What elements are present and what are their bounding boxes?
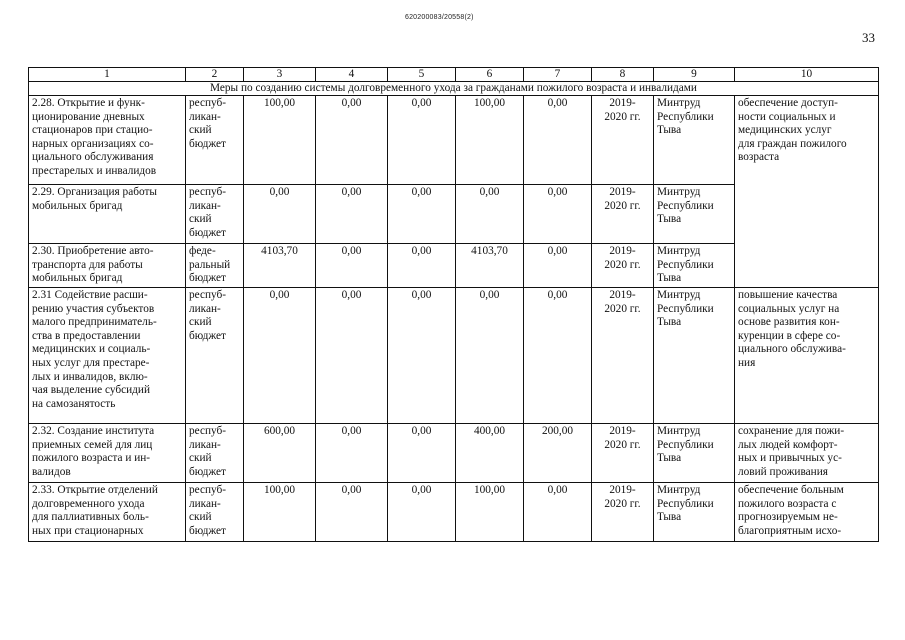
column-number: 5 (388, 68, 456, 82)
amount-col4: 0,00 (316, 483, 388, 542)
section-row (29, 82, 879, 96)
document-id: 620200083/20558(2) (405, 14, 474, 21)
column-number: 2 (186, 68, 244, 82)
amount-col7: 0,00 (524, 244, 592, 288)
amount-col4: 0,00 (316, 424, 388, 483)
amount-col7: 0,00 (524, 483, 592, 542)
amount-total: 100,00 (244, 483, 316, 542)
amount-col6: 0,00 (456, 288, 524, 424)
amount-col4: 0,00 (316, 244, 388, 288)
table-row (29, 424, 879, 483)
executor: Минтруд Республики Тыва (654, 185, 735, 244)
period: 2019- 2020 гг. (592, 244, 654, 288)
measure-name: 2.31 Содействие расши- рению участия субъектов малого предприниматель- ства в предоставлении медицинских и социаль- ных услуг для престаре- лых и инвалидов, вклю- чая выделение субсидий на самозанятость (29, 288, 186, 424)
amount-col6: 0,00 (456, 185, 524, 244)
period: 2019- 2020 гг. (592, 288, 654, 424)
column-number: 8 (592, 68, 654, 82)
amount-col6: 400,00 (456, 424, 524, 483)
executor: Минтруд Республики Тыва (654, 244, 735, 288)
column-number: 9 (654, 68, 735, 82)
column-number: 3 (244, 68, 316, 82)
amount-col7: 0,00 (524, 288, 592, 424)
amount-col4: 0,00 (316, 96, 388, 185)
measure-name: 2.33. Открытие отделений долговременного ухода для паллиативных боль- ных при стационарных (29, 483, 186, 542)
column-number-row (29, 68, 879, 82)
measure-name: 2.28. Открытие и функ- ционирование дневных стационаров при стацио- нарных организациях со- циального обслуживания престарелых и инвалидов (29, 96, 186, 185)
table-row (29, 483, 879, 542)
expected-result: сохранение для пожи- лых людей комфорт- ных и привычных ус- ловий проживания (735, 424, 879, 483)
funding-source: респуб- ликан- ский бюджет (186, 96, 244, 185)
amount-col5: 0,00 (388, 483, 456, 542)
column-number: 7 (524, 68, 592, 82)
executor: Минтруд Республики Тыва (654, 483, 735, 542)
period: 2019- 2020 гг. (592, 96, 654, 185)
amount-total: 600,00 (244, 424, 316, 483)
funding-source: респуб- ликан- ский бюджет (186, 185, 244, 244)
page-number: 33 (862, 30, 875, 45)
period: 2019- 2020 гг. (592, 185, 654, 244)
section-title: Меры по созданию системы долговременного ухода за гражданами пожилого возраста и инвалидами (29, 82, 879, 96)
column-number: 1 (29, 68, 186, 82)
measure-name: 2.32. Создание института приемных семей для лиц пожилого возраста и ин- валидов (29, 424, 186, 483)
amount-col5: 0,00 (388, 288, 456, 424)
amount-col5: 0,00 (388, 244, 456, 288)
amount-col5: 0,00 (388, 424, 456, 483)
amount-total: 4103,70 (244, 244, 316, 288)
table-row (29, 96, 879, 185)
amount-col7: 0,00 (524, 185, 592, 244)
expected-result: обеспечение больным пожилого возраста с прогнозируемым не- благоприятным исхо- (735, 483, 879, 542)
amount-col4: 0,00 (316, 288, 388, 424)
amount-col6: 100,00 (456, 483, 524, 542)
amount-col6: 100,00 (456, 96, 524, 185)
measure-name: 2.30. Приобретение авто- транспорта для работы мобильных бригад (29, 244, 186, 288)
amount-col6: 4103,70 (456, 244, 524, 288)
expected-result: обеспечение доступ- ности социальных и медицинских услуг для граждан пожилого возраста (735, 96, 879, 288)
amount-col4: 0,00 (316, 185, 388, 244)
amount-col5: 0,00 (388, 185, 456, 244)
amount-total: 100,00 (244, 96, 316, 185)
amount-col7: 0,00 (524, 96, 592, 185)
period: 2019- 2020 гг. (592, 424, 654, 483)
funding-source: респуб- ликан- ский бюджет (186, 288, 244, 424)
executor: Минтруд Республики Тыва (654, 96, 735, 185)
column-number: 10 (735, 68, 879, 82)
measures-table (28, 67, 879, 542)
table-row (29, 288, 879, 424)
executor: Минтруд Республики Тыва (654, 424, 735, 483)
column-number: 4 (316, 68, 388, 82)
amount-col5: 0,00 (388, 96, 456, 185)
executor: Минтруд Республики Тыва (654, 288, 735, 424)
measure-name: 2.29. Организация работы мобильных бригад (29, 185, 186, 244)
column-number: 6 (456, 68, 524, 82)
funding-source: респуб- ликан- ский бюджет (186, 424, 244, 483)
funding-source: респуб- ликан- ский бюджет (186, 483, 244, 542)
amount-col7: 200,00 (524, 424, 592, 483)
amount-total: 0,00 (244, 288, 316, 424)
funding-source: феде- ральный бюджет (186, 244, 244, 288)
amount-total: 0,00 (244, 185, 316, 244)
period: 2019- 2020 гг. (592, 483, 654, 542)
expected-result: повышение качества социальных услуг на основе развития кон- куренции в сфере со- циального обслужива- ния (735, 288, 879, 424)
